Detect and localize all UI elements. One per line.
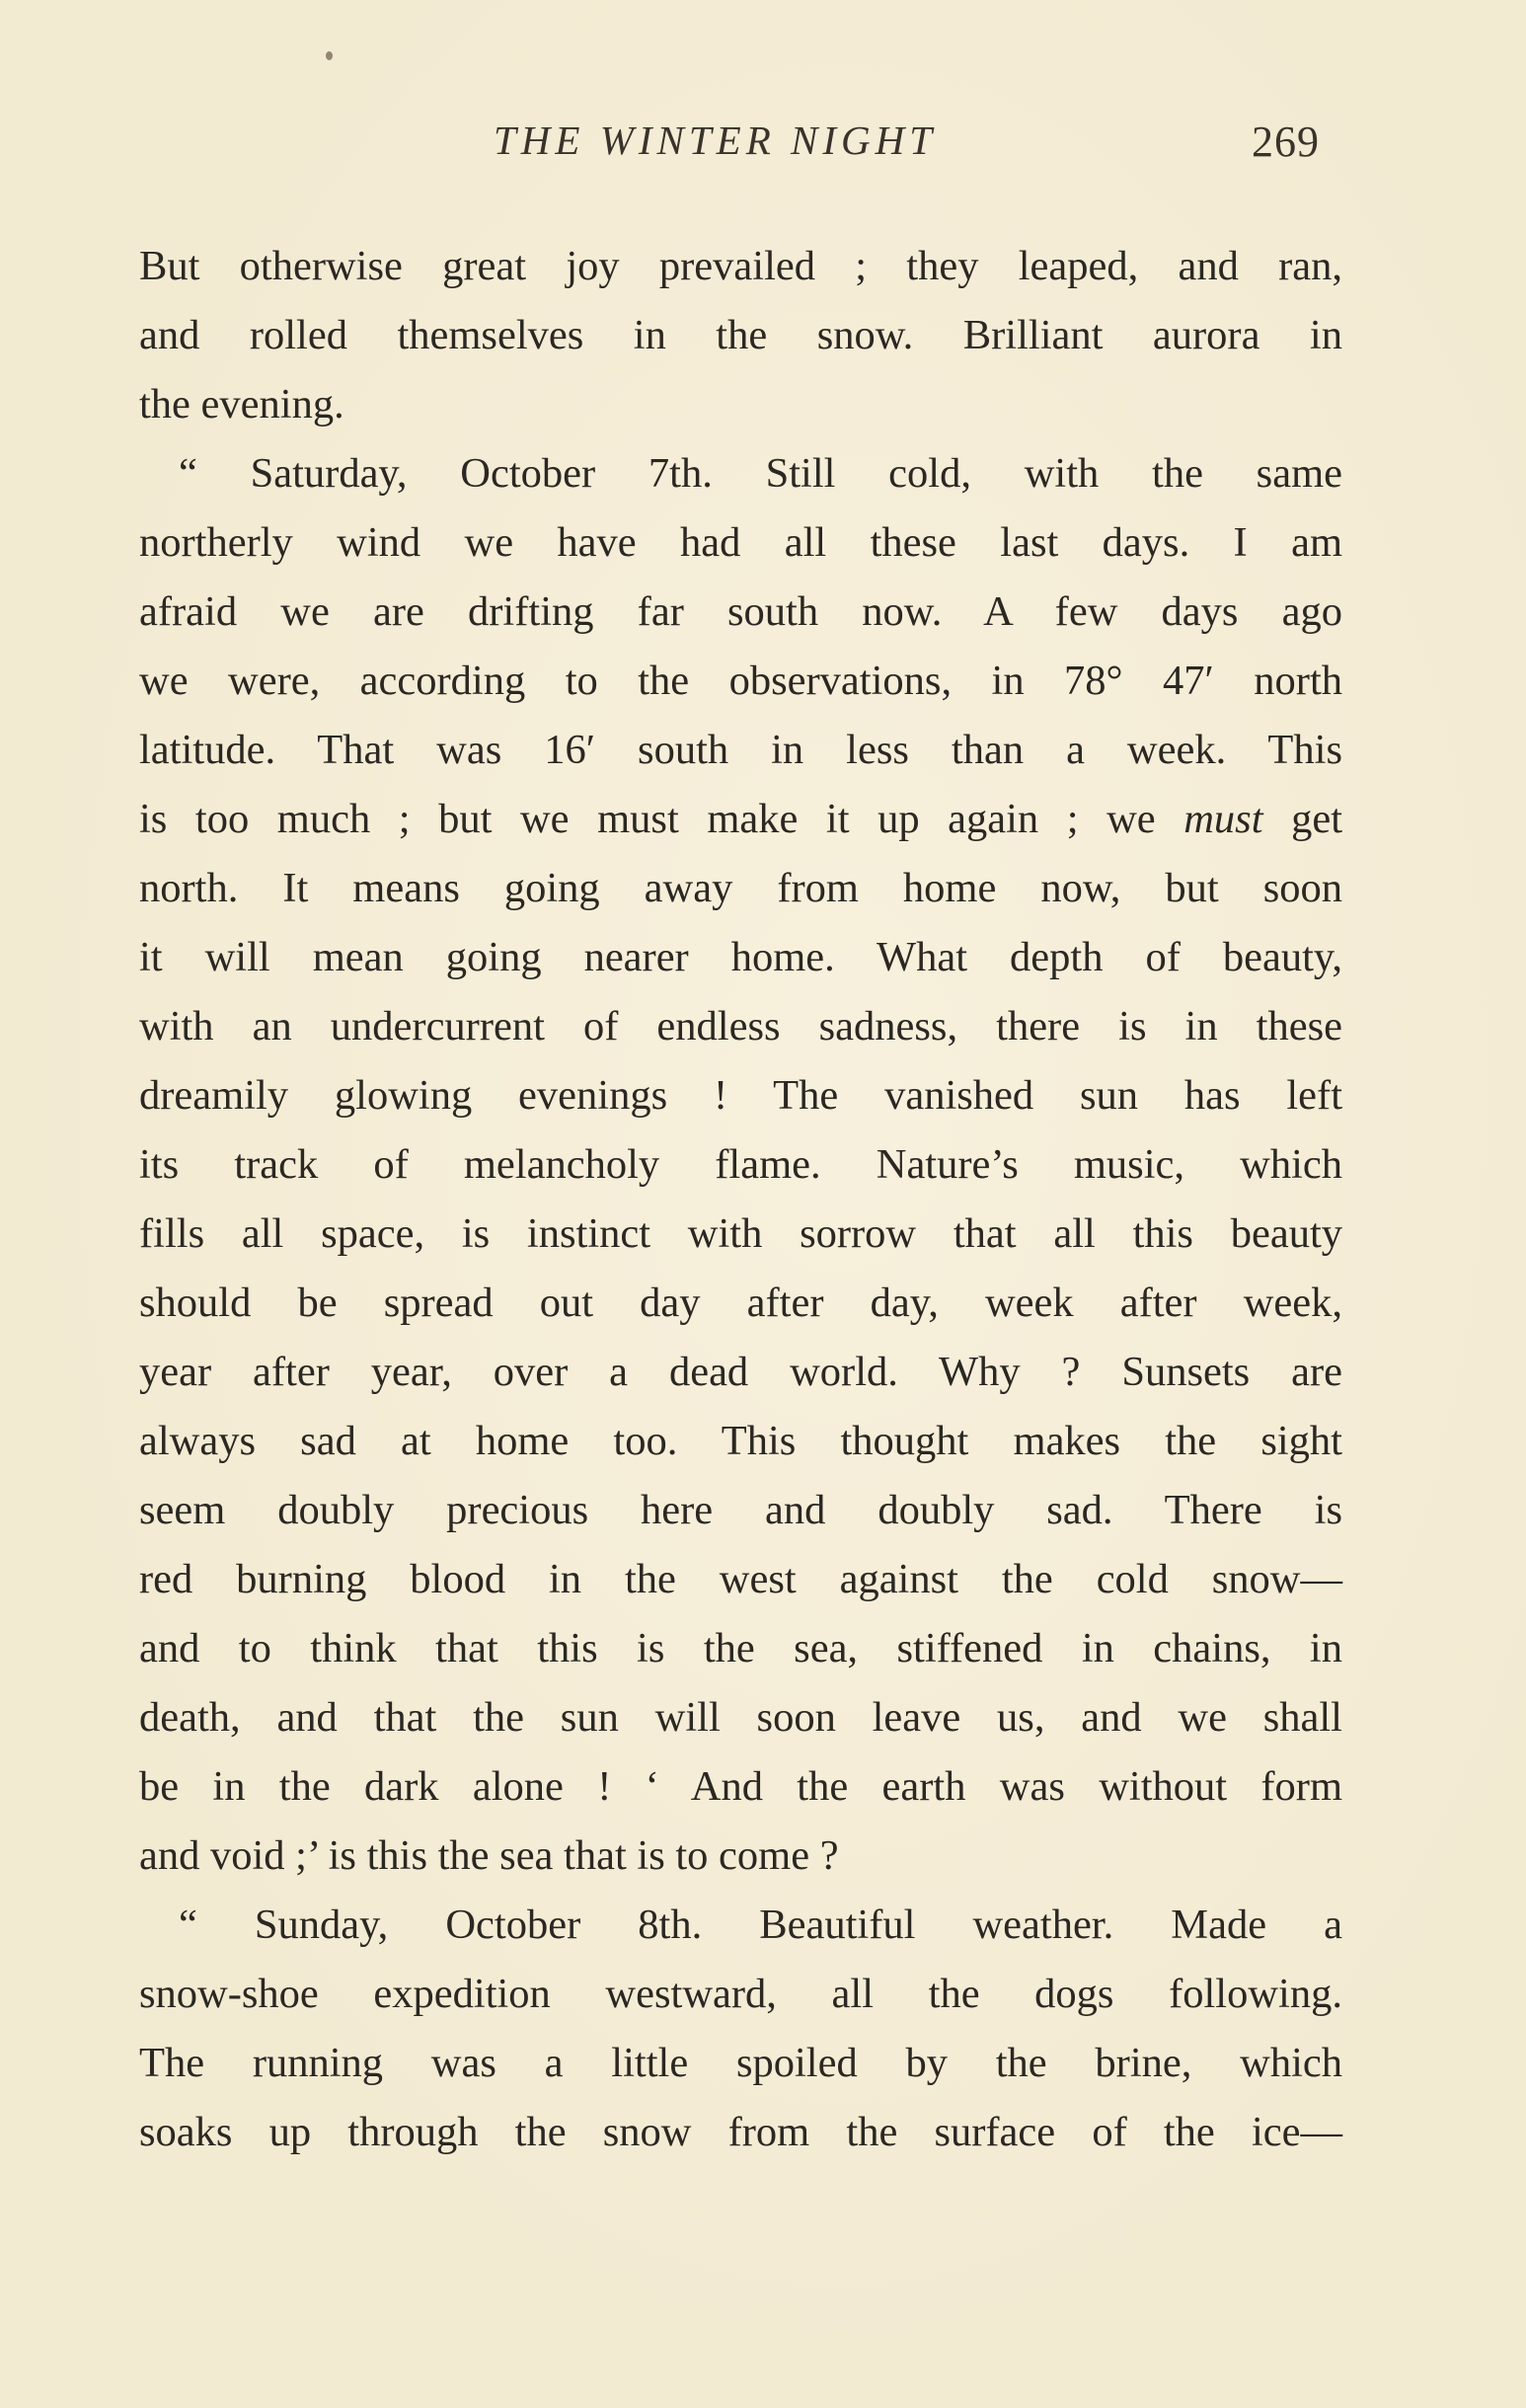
text-line: and to think that this is the sea, stiffened in chains, in xyxy=(139,1625,1342,1671)
text-line: But otherwise great joy prevailed ; they leaped, and ran, xyxy=(139,243,1342,289)
running-head xyxy=(0,117,1526,176)
text-line: death, and that the sun will soon leave us, and we shall xyxy=(139,1694,1342,1741)
text-line: and void ;’ is this the sea that is to come ? xyxy=(139,1832,839,1879)
text-line: its track of melancholy flame. Nature’s music, which xyxy=(139,1141,1342,1188)
text-line-start: is too much ; but we must make it up again ; we xyxy=(139,796,1184,842)
running-title: THE WINTER NIGHT xyxy=(494,117,938,163)
page-number: 269 xyxy=(1252,117,1320,166)
text-line-end: get xyxy=(1262,796,1343,842)
text-line: latitude. That was 16′ south in less than a week. This xyxy=(139,727,1342,773)
text-line: soaks up through the snow from the surface of the ice— xyxy=(139,2109,1342,2155)
text-line: snow-shoe expedition westward, all the dogs following. xyxy=(139,1971,1342,2017)
text-line: with an undercurrent of endless sadness, there is in these xyxy=(139,1003,1342,1049)
ink-speck xyxy=(326,51,333,60)
text-line: we were, according to the observations, in 78° 47′ north xyxy=(139,658,1342,704)
text-line-with-italic xyxy=(139,785,1342,854)
text-line: dreamily glowing evenings ! The vanished sun has left xyxy=(139,1072,1342,1119)
text-line: be in the dark alone ! ‘ And the earth was without form xyxy=(139,1763,1342,1810)
text-line: seem doubly precious here and doubly sad. There is xyxy=(139,1487,1342,1533)
text-line: year after year, over a dead world. Why ? Sunsets are xyxy=(139,1349,1342,1395)
italic-word: must xyxy=(1183,796,1263,842)
text-line: the evening. xyxy=(139,381,344,427)
text-line: The running was a little spoiled by the brine, which xyxy=(139,2040,1342,2086)
text-line: red burning blood in the west against the cold snow— xyxy=(139,1556,1342,1602)
text-line: northerly wind we have had all these last days. I am xyxy=(139,519,1342,566)
text-line: should be spread out day after day, week after week, xyxy=(139,1280,1342,1326)
text-line: “ Saturday, October 7th. Still cold, with the same xyxy=(179,450,1342,497)
text-line: it will mean going nearer home. What depth of beauty, xyxy=(139,934,1342,980)
text-line: and rolled themselves in the snow. Brilliant aurora in xyxy=(139,312,1342,358)
body-text xyxy=(139,232,1342,2167)
text-line: afraid we are drifting far south now. A few days ago xyxy=(139,588,1342,635)
text-line: fills all space, is instinct with sorrow that all this beauty xyxy=(139,1210,1342,1257)
text-line: always sad at home too. This thought makes the sight xyxy=(139,1418,1342,1464)
text-line: “ Sunday, October 8th. Beautiful weather. Made a xyxy=(179,1902,1342,1948)
text-line: north. It means going away from home now, but soon xyxy=(139,865,1342,911)
